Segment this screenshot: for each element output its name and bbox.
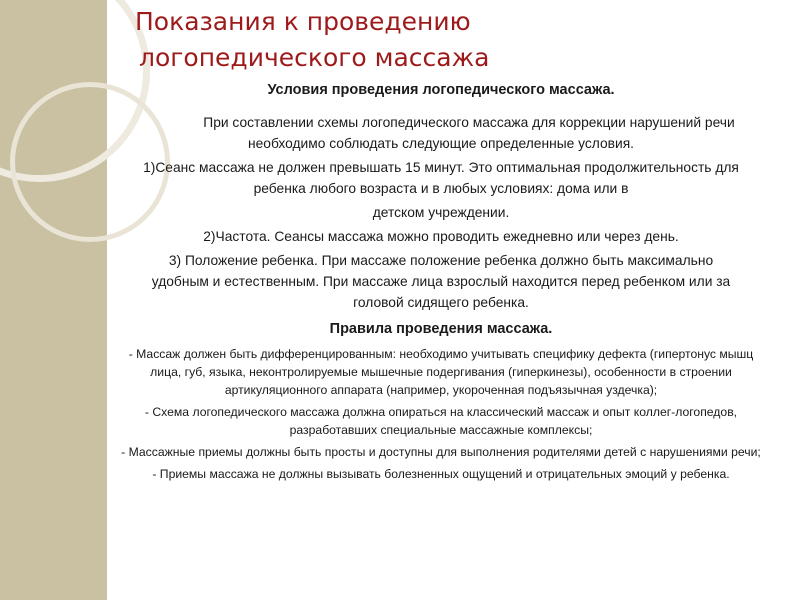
slide-title-line-1: Показания к проведению: [135, 7, 471, 36]
section-subtitle: Условия проведения логопедического массажа.: [267, 82, 615, 98]
rules-heading: Правила проведения массажа.: [329, 321, 553, 337]
condition-2-paragraph: 2)Частота. Сеансы массажа можно проводить ежедневно или через день.: [203, 229, 679, 244]
intro-paragraph: При составлении схемы логопедического массажа для коррекции нарушений речи необходимо соблюдать следующие определенные условия.: [203, 115, 735, 151]
rule-item-4: - Приемы массажа не должны вызывать болезненных ощущений и отрицательных эмоций у ребенка.: [152, 467, 730, 481]
condition-3-paragraph: 3) Положение ребенка. При массаже положение ребенка должно быть максимально удобным и естественным. При массаже лица взрослый находится перед ребенком или за головой сидящего ребенка.: [151, 253, 731, 310]
condition-1-paragraph: 1)Сеанс массажа не должен превышать 15 минут. Это оптимальная продолжительность для ребенка любого возраста и в любых условиях: дома или в: [143, 160, 739, 196]
slide-title: [135, 4, 735, 76]
rule-item-1: - Массаж должен быть дифференцированным: необходимо учитывать специфику дефекта (гипертонус мышц лица, губ, языка, неконтролируемые мышечные подергивания (гиперкинезы), особенности в строении артикуляционного аппарата (например, укороченная подъязычная уздечка);: [128, 347, 754, 397]
rule-item-3: - Массажные приемы должны быть просты и доступны для выполнения родителями детей с нарушениями речи;: [121, 445, 761, 459]
condition-1-continuation: детском учреждении.: [372, 205, 510, 220]
slide-title-line-2: логопедического массажа: [139, 43, 490, 72]
rule-item-2: - Схема логопедического массажа должна опираться на классический массаж и опыт коллег-логопедов, разработавших специальные массажные комплексы;: [144, 405, 738, 437]
slide-content: [103, 80, 779, 483]
